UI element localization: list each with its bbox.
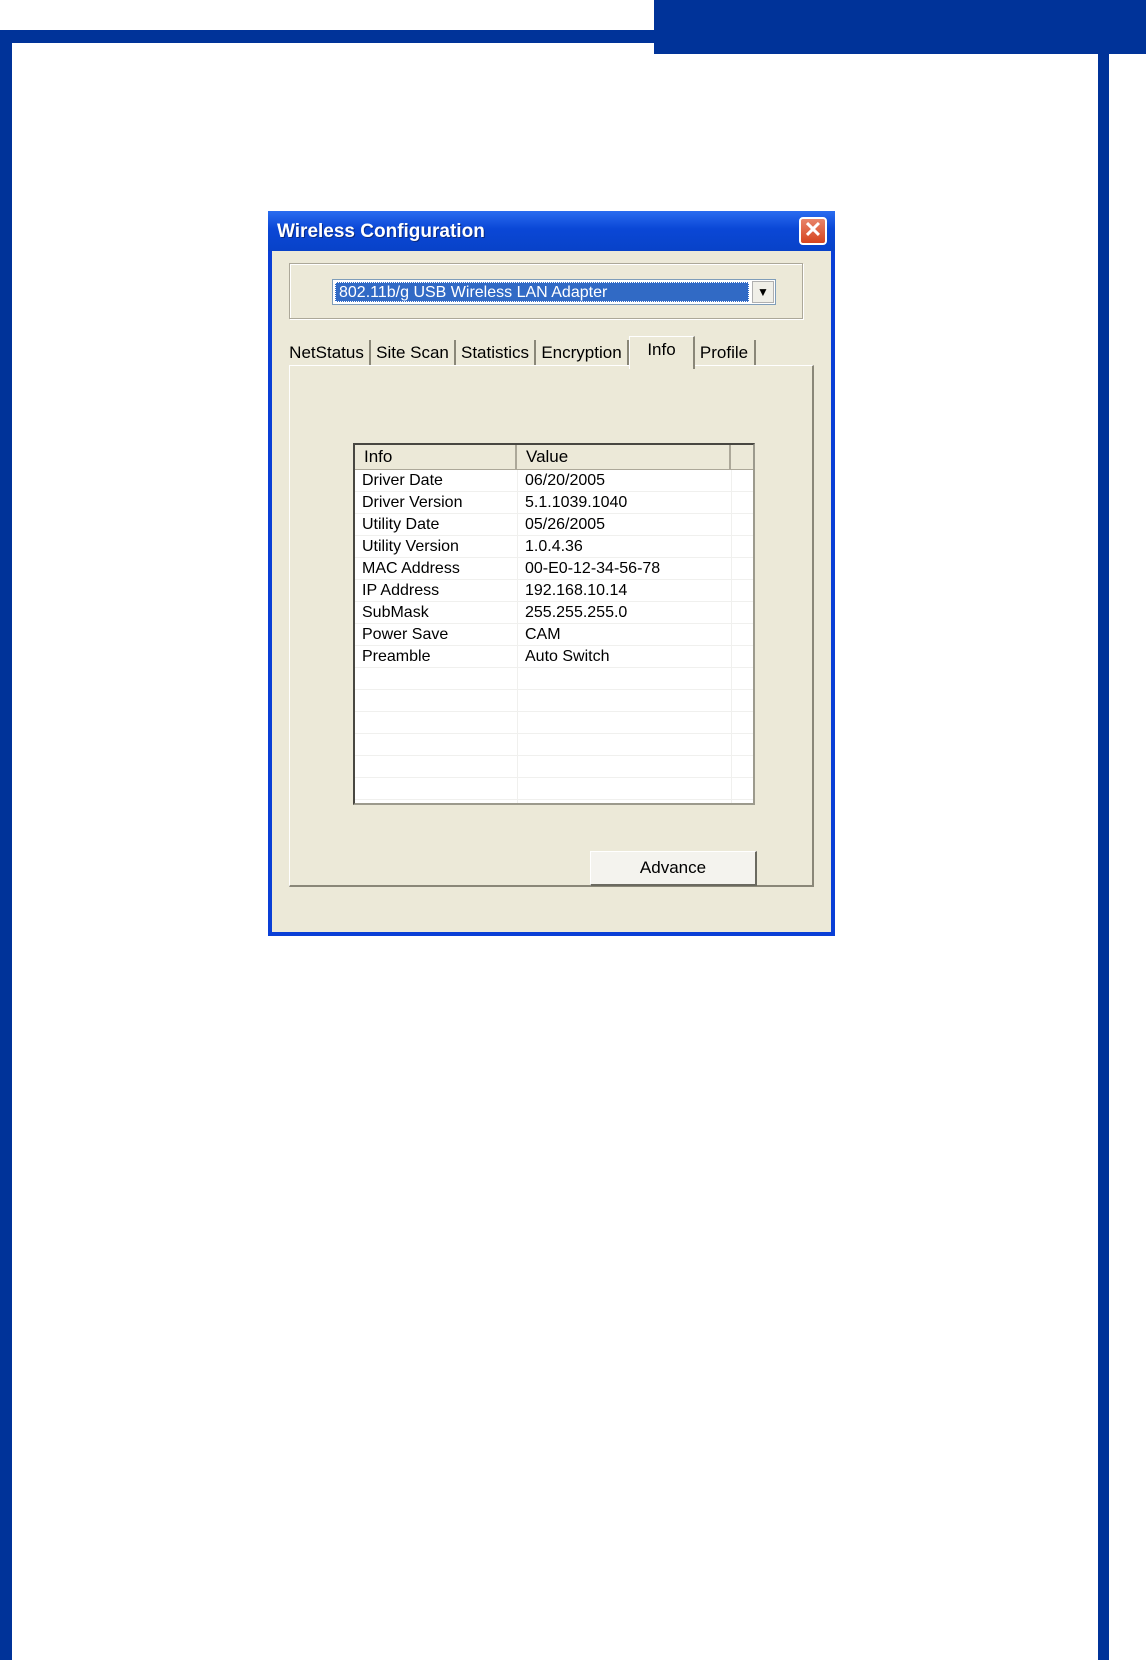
table-row xyxy=(355,668,753,690)
column-header-info[interactable]: Info xyxy=(355,445,517,469)
value-cell: CAM xyxy=(525,626,561,643)
info-cell: Utility Date xyxy=(362,516,440,533)
column-header-value[interactable]: Value xyxy=(517,445,731,469)
table-row xyxy=(355,712,753,734)
table-row xyxy=(355,778,753,800)
tab-profile[interactable]: Profile xyxy=(694,340,756,366)
table-row[interactable] xyxy=(355,470,753,492)
value-cell: Auto Switch xyxy=(525,648,610,665)
chevron-down-icon[interactable]: ▼ xyxy=(752,281,774,303)
table-row[interactable] xyxy=(355,646,753,668)
tab-netstatus[interactable]: NetStatus xyxy=(284,340,371,366)
adapter-select[interactable] xyxy=(332,279,776,305)
table-row[interactable] xyxy=(355,580,753,602)
value-cell: 255.255.255.0 xyxy=(525,604,628,621)
info-cell: Preamble xyxy=(362,648,431,665)
table-row[interactable] xyxy=(355,624,753,646)
list-rows xyxy=(355,470,753,800)
close-icon[interactable]: ✕ xyxy=(799,217,827,245)
window-title: Wireless Configuration xyxy=(277,221,485,242)
tab-info[interactable]: Info xyxy=(629,336,695,369)
value-cell: 06/20/2005 xyxy=(525,472,606,489)
advance-button[interactable]: Advance xyxy=(590,851,757,886)
table-row[interactable] xyxy=(355,536,753,558)
adapter-select-value: 802.11b/g USB Wireless LAN Adapter xyxy=(335,282,749,302)
dialog-client-area xyxy=(272,251,831,932)
wireless-configuration-window xyxy=(268,211,835,936)
info-cell: SubMask xyxy=(362,604,429,621)
table-row xyxy=(355,690,753,712)
info-cell: Power Save xyxy=(362,626,449,643)
value-cell: 05/26/2005 xyxy=(525,516,606,533)
list-header xyxy=(355,445,753,470)
info-cell: Driver Date xyxy=(362,472,443,489)
tab-statistics[interactable]: Statistics xyxy=(456,340,536,366)
page-frame-header-tab xyxy=(654,0,1146,54)
table-row[interactable] xyxy=(355,492,753,514)
page-frame-right xyxy=(1098,40,1109,1660)
table-row xyxy=(355,756,753,778)
info-cell: Driver Version xyxy=(362,494,463,511)
info-cell: Utility Version xyxy=(362,538,459,555)
value-cell: 1.0.4.36 xyxy=(525,538,583,555)
table-row[interactable] xyxy=(355,514,753,536)
page-frame-left xyxy=(0,30,12,1660)
table-row[interactable] xyxy=(355,558,753,580)
adapter-group xyxy=(289,263,803,319)
table-row[interactable] xyxy=(355,602,753,624)
value-cell: 192.168.10.14 xyxy=(525,582,628,599)
info-cell: IP Address xyxy=(362,582,440,599)
tab-site-scan[interactable]: Site Scan xyxy=(371,340,456,366)
info-cell: MAC Address xyxy=(362,560,460,577)
info-list[interactable] xyxy=(353,443,755,805)
title-bar[interactable] xyxy=(268,211,835,251)
page-frame-top xyxy=(0,30,660,43)
table-row xyxy=(355,734,753,756)
tab-encryption[interactable]: Encryption xyxy=(536,340,629,366)
value-cell: 5.1.1039.1040 xyxy=(525,494,628,511)
value-cell: 00-E0-12-34-56-78 xyxy=(525,560,661,577)
